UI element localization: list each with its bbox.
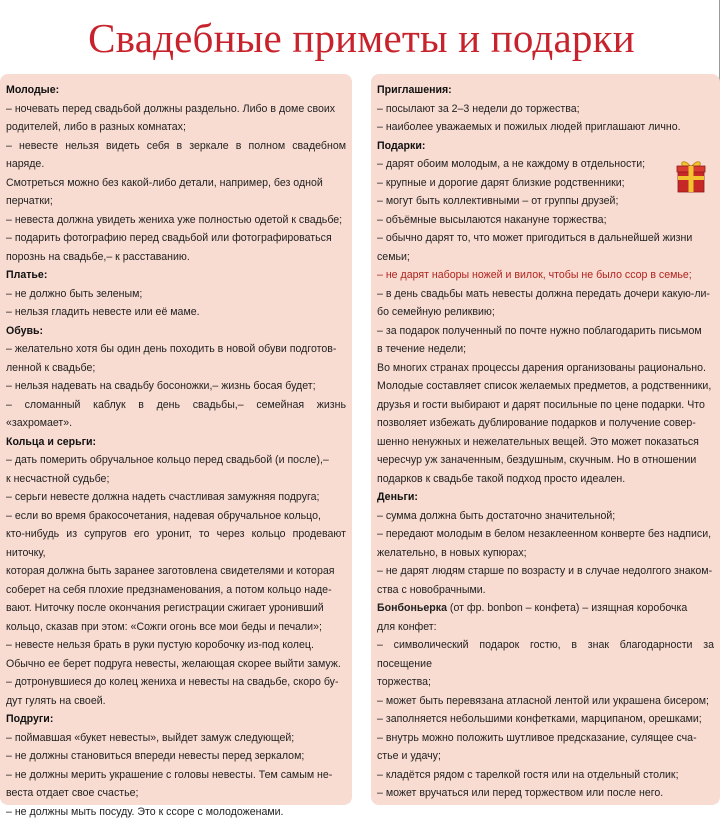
section-heading: Кольца и серьги: bbox=[6, 433, 346, 452]
text-line: – кладётся рядом с тарелкой гостя или на отдельный столик; bbox=[377, 766, 714, 785]
text-line: кольцо, сказав при этом: «Сожги огонь все мои беды и печали»; bbox=[6, 618, 346, 637]
page-title: Свадебные приметы и подарки bbox=[0, 8, 723, 68]
text-line: – невесте нельзя видеть себя в зеркале в полном свадебном наряде. bbox=[6, 137, 346, 174]
text-line: к несчастной судьбе; bbox=[6, 470, 346, 489]
text-line: – нельзя гладить невесте или её маме. bbox=[6, 303, 346, 322]
text-line: Обычно ее берет подруга невесты, желающая скорее выйти замуж. bbox=[6, 655, 346, 674]
text-line: – подарить фотографию перед свадьбой или фотографироваться bbox=[6, 229, 346, 248]
text-line: – нельзя надевать на свадьбу босоножки,– жизнь босая будет; bbox=[6, 377, 346, 396]
paragraph-line: позволяет избежать дублирование подарков и получение совер- bbox=[377, 414, 714, 433]
text-line: – не должны становиться впереди невесты перед зеркалом; bbox=[6, 747, 346, 766]
text-line: – не должны мыть посуду. Это к ссоре с молодоженами. bbox=[6, 803, 346, 821]
section-shoes bbox=[6, 322, 346, 433]
text-line: – может вручаться или перед торжеством или после него. bbox=[377, 784, 714, 803]
text-line: – посылают за 2–3 недели до торжества; bbox=[377, 100, 714, 119]
text-line: Смотреться можно без какой-либо детали, например, без одной bbox=[6, 174, 346, 193]
intro-text: (от фр. bonbon – конфета) – изящная коробочка bbox=[447, 602, 687, 614]
section-dress bbox=[6, 266, 346, 322]
text-line: – крупные и дорогие дарят близкие родственники; bbox=[377, 174, 714, 193]
section-money bbox=[377, 488, 714, 599]
text-line: – не должны мерить украшение с головы невесты. Тем самым не- bbox=[6, 766, 346, 785]
section-heading: Приглашения: bbox=[377, 81, 714, 100]
text-line: – не должно быть зеленым; bbox=[6, 285, 346, 304]
section-bonbonniere bbox=[377, 599, 714, 803]
warning-line: – не дарят наборы ножей и вилок, чтобы не было ссор в семье; bbox=[377, 266, 714, 285]
text-line: – дать померить обручальное кольцо перед свадьбой (и после),– bbox=[6, 451, 346, 470]
text-line: – символический подарок гостю, в знак благодарности за посещение bbox=[377, 636, 714, 673]
text-line: – не дарят людям старше по возрасту и в случае недолгого знаком- bbox=[377, 562, 714, 581]
gift-box-icon bbox=[674, 158, 708, 194]
text-line: дут гулять на своей. bbox=[6, 692, 346, 711]
text-line: – передают молодым в белом незаклеенном конверте без надписи, bbox=[377, 525, 714, 544]
text-line: ленной к свадьбе; bbox=[6, 359, 346, 378]
text-line: ства с новобрачными. bbox=[377, 581, 714, 600]
text-line: – за подарок полученный по почте нужно поблагодарить письмом bbox=[377, 322, 714, 341]
text-line: – дарят обоим молодым, а не каждому в отдельности; bbox=[377, 155, 714, 174]
section-heading: Деньги: bbox=[377, 488, 714, 507]
text-line: родителей, либо в разных комнатах; bbox=[6, 118, 346, 137]
text-line: – обычно дарят то, что может пригодиться в дальнейшей жизни bbox=[377, 229, 714, 248]
text-line: бо семейную реликвию; bbox=[377, 303, 714, 322]
text-line: семьи; bbox=[377, 248, 714, 267]
text-line: – могут быть коллективными – от группы друзей; bbox=[377, 192, 714, 211]
section-rings bbox=[6, 433, 346, 711]
text-line: – заполняется небольшими конфетками, марципаном, орешками; bbox=[377, 710, 714, 729]
paragraph-line: шенно ненужных и нежелательных вещей. Это может показаться bbox=[377, 433, 714, 452]
bonbonniere-intro bbox=[377, 599, 714, 618]
right-panel bbox=[371, 74, 720, 805]
text-line: – ночевать перед свадьбой должны раздельно. Либо в доме своих bbox=[6, 100, 346, 119]
text-line: – серьги невесте должна надеть счастливая замужняя подруга; bbox=[6, 488, 346, 507]
paragraph-line: Молодые составляет список желаемых предметов, а родственники, bbox=[377, 377, 714, 396]
paragraph-line: чересчур уж заначенным, бездушным, скучным. Но в отношении bbox=[377, 451, 714, 470]
text-line: соберет на себя плохие предзнаменования, а потом кольцо наде- bbox=[6, 581, 346, 600]
text-line: стье и удачу; bbox=[377, 747, 714, 766]
section-heading: Подруги: bbox=[6, 710, 346, 729]
text-line: – сломанный каблук в день свадьбы,– семейная жизнь «захромает». bbox=[6, 396, 346, 433]
text-line: – в день свадьбы мать невесты должна передать дочери какую-ли- bbox=[377, 285, 714, 304]
text-line: – объёмные высылаются накануне торжества; bbox=[377, 211, 714, 230]
text-line: порознь на свадьбе,– к расставанию. bbox=[6, 248, 346, 267]
text-line: – если во время бракосочетания, надевая обручальное кольцо, bbox=[6, 507, 346, 526]
section-gifts bbox=[377, 137, 714, 489]
left-panel bbox=[0, 74, 352, 805]
text-line: для конфет: bbox=[377, 618, 714, 637]
section-heading: Платье: bbox=[6, 266, 346, 285]
text-line: – внутрь можно положить шутливое предсказание, сулящее сча- bbox=[377, 729, 714, 748]
paragraph-line: друзья и гости выбирают и дарят посильные по цене подарки. Что bbox=[377, 396, 714, 415]
text-line: веста отдает свое счастье; bbox=[6, 784, 346, 803]
text-line: – невеста должна увидеть жениха уже полностью одетой к свадьбе; bbox=[6, 211, 346, 230]
section-bridesmaids bbox=[6, 710, 346, 821]
text-line: в течение недели; bbox=[377, 340, 714, 359]
section-heading: Бонбоньерка bbox=[377, 602, 447, 614]
text-line: – сумма должна быть достаточно значительной; bbox=[377, 507, 714, 526]
text-line: кто-нибудь из супругов его уронит, то через кольцо продевают ниточку, bbox=[6, 525, 346, 562]
text-line: – может быть перевязана атласной лентой или украшена бисером; bbox=[377, 692, 714, 711]
text-line: – желательно хотя бы один день походить в новой обуви подготов- bbox=[6, 340, 346, 359]
text-line: которая должна быть заранее заготовлена свидетелями и которая bbox=[6, 562, 346, 581]
text-line: торжества; bbox=[377, 673, 714, 692]
text-line: – наиболее уважаемых и пожилых людей приглашают лично. bbox=[377, 118, 714, 137]
section-heading: Обувь: bbox=[6, 322, 346, 341]
text-line: перчатки; bbox=[6, 192, 346, 211]
section-newlyweds bbox=[6, 81, 346, 266]
section-heading: Подарки: bbox=[377, 137, 714, 156]
paragraph-line: Во многих странах процессы дарения организованы рационально. bbox=[377, 359, 714, 378]
section-heading: Молодые: bbox=[6, 81, 346, 100]
text-line: вают. Ниточку после окончания регистрации сжигает уронивший bbox=[6, 599, 346, 618]
text-line: – невесте нельзя брать в руки пустую коробочку из-под колец. bbox=[6, 636, 346, 655]
text-line: – поймавшая «букет невесты», выйдет замуж следующей; bbox=[6, 729, 346, 748]
section-invitations bbox=[377, 81, 714, 137]
paragraph-line: подарков к свадьбе такой подход просто идеален. bbox=[377, 470, 714, 489]
text-line: – дотронувшиеся до колец жениха и невесты на свадьбе, скоро бу- bbox=[6, 673, 346, 692]
text-line: желательно, в новых купюрах; bbox=[377, 544, 714, 563]
